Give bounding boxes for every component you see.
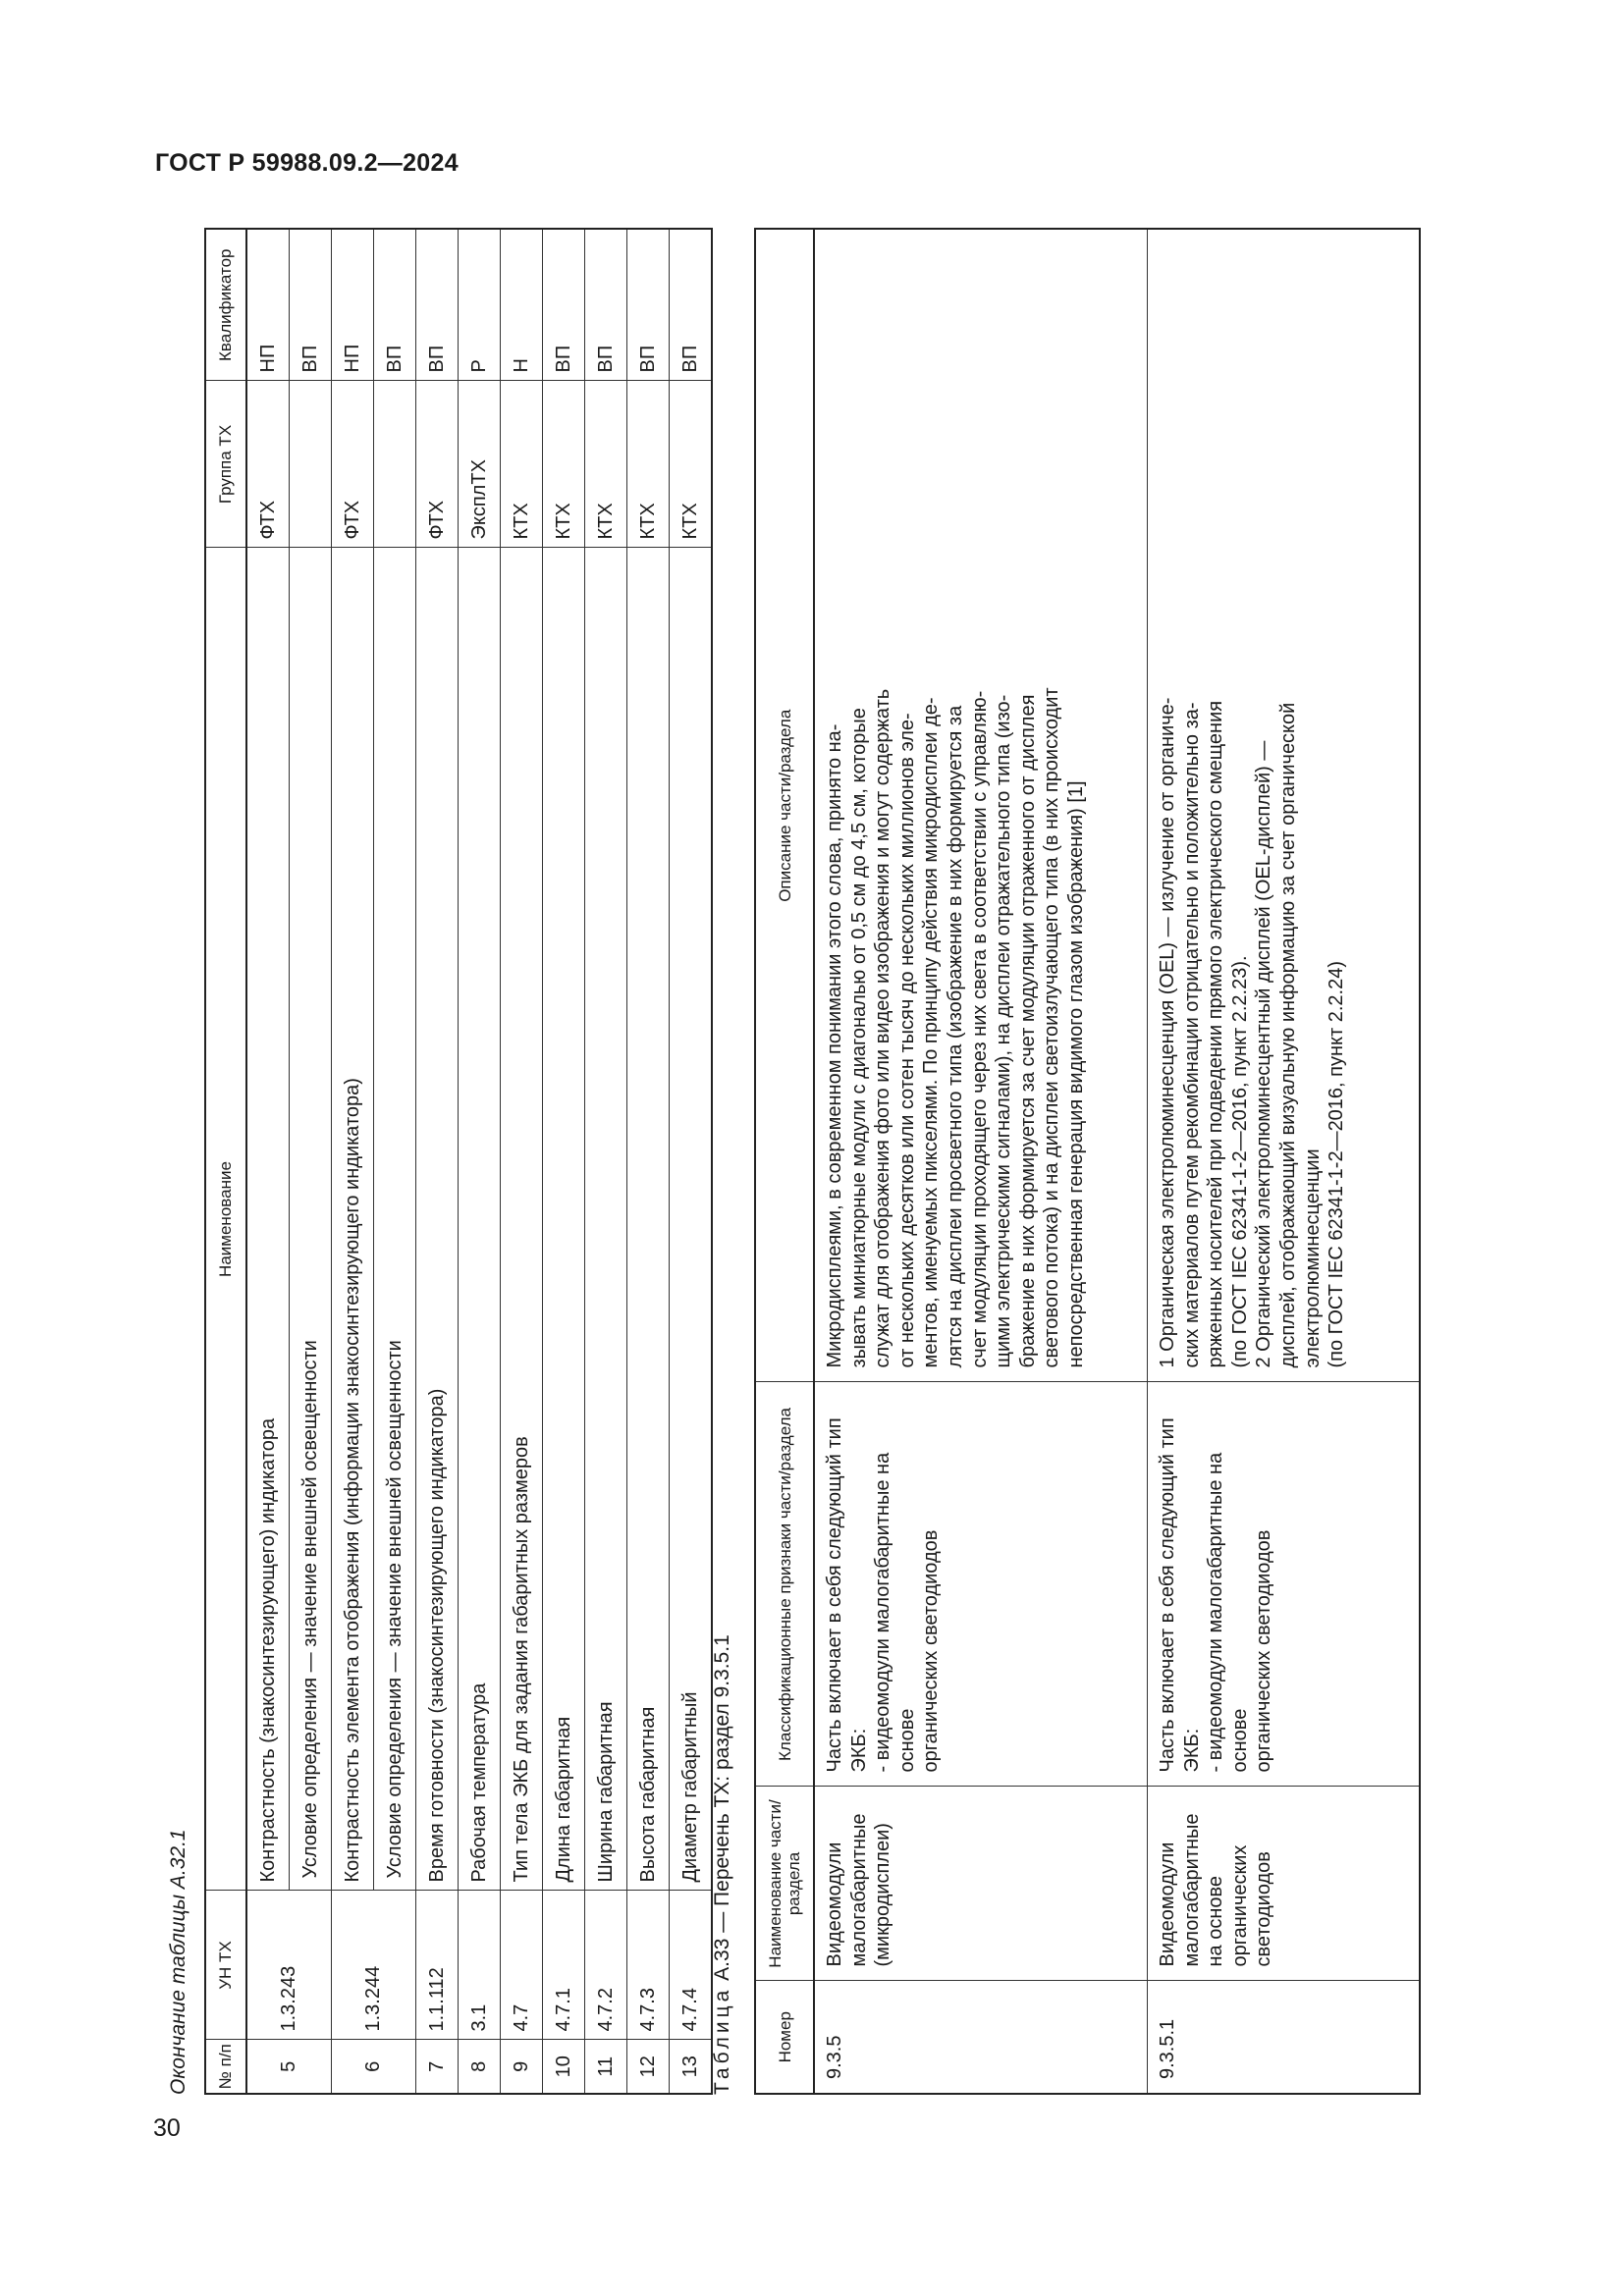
row-number: 9.3.5 [814, 1981, 1148, 2094]
table-row [585, 229, 627, 2094]
row-name: Контрастность элемента отображения (информации знакосинтезирующего индикатора) [332, 548, 374, 1891]
row-group: КТХ [585, 381, 627, 548]
text-line: Часть включает в себя следующий тип ЭКБ: [1157, 1417, 1203, 1773]
text-line: светодиодов [1253, 1851, 1275, 1967]
table-row [374, 229, 416, 2094]
row-number: 13 [670, 2040, 713, 2094]
text-line: - видеомодули малогабаритные на основе [1205, 1452, 1251, 1773]
column-header-un-tx: УН ТХ [205, 1891, 246, 2040]
row-part-name [814, 1787, 1148, 1981]
row-name: Высота габаритная [627, 548, 670, 1891]
text-line: Видеомодули [824, 1842, 845, 1967]
table-a33 [754, 228, 1421, 2095]
row-group: КТХ [670, 381, 713, 548]
table-row [290, 229, 332, 2094]
table-header-row [205, 229, 246, 2094]
text-line: Микродисплеями, в современном понимании этого слова, принято на- [824, 723, 845, 1368]
row-number: 12 [627, 2040, 670, 2094]
row-number: 7 [416, 2040, 459, 2094]
rotated-page-content [155, 230, 1459, 2095]
text-line: непосредственная генерация видимого глазом изображения) [1] [1064, 780, 1087, 1368]
text-line: ских материалов путем рекомбинации отрицательно и положительно за- [1180, 702, 1203, 1368]
column-header-part-name: Наименование части/раздела [755, 1787, 814, 1981]
column-header-classification: Классификационные признаки части/раздела [755, 1382, 814, 1787]
column-header-qualifier: Квалификатор [205, 229, 246, 381]
row-un-tx: 1.3.243 [246, 1891, 332, 2040]
document-header-title: ГОСТ Р 59988.09.2—2024 [155, 149, 459, 177]
row-group [290, 381, 332, 548]
text-line: малогабаритные [1180, 1813, 1203, 1967]
table-a33-caption-rest: А.33 — Перечень ТХ: раздел 9.3.5.1 [711, 1634, 733, 1987]
text-line: ментов, именуемых пикселями. По принципу действия микродисплеи де- [920, 697, 943, 1368]
row-name: Рабочая температура [459, 548, 501, 1891]
row-qualifier: Р [459, 229, 501, 381]
column-header-description: Описание части/раздела [755, 229, 814, 1382]
row-number: 9 [501, 2040, 543, 2094]
table-a33-caption [711, 1634, 734, 2095]
row-number: 9.3.5.1 [1148, 1981, 1421, 2094]
row-name: Условие определения — значение внешней освещенности [290, 548, 332, 1891]
text-line: зывать миниатюрные модули с диагональю от 0,5 см до 4,5 см, которые [847, 708, 870, 1368]
table-row [459, 229, 501, 2094]
row-description [814, 229, 1148, 1382]
column-header-number: № п/п [205, 2040, 246, 2094]
text-line: бражение в них формируется за счет модуляции отраженного от дисплея [1016, 694, 1039, 1368]
page-number: 30 [153, 2114, 181, 2142]
text-line: электролюминесценции [1301, 1148, 1324, 1368]
table-row [814, 229, 1148, 2094]
text-line: ряженных носителей при подведении прямого электрического смещения [1205, 700, 1227, 1368]
row-un-tx: 4.7.2 [585, 1891, 627, 2040]
row-group: ФТХ [246, 381, 290, 548]
row-name: Диаметр габаритный [670, 548, 713, 1891]
row-qualifier: НП [332, 229, 374, 381]
table-a33-caption-word: Таблица [711, 1986, 733, 2095]
text-line: 2 Органический электролюминесцентный дисплей (OEL-дисплей) — [1253, 740, 1275, 1368]
row-name: Ширина габаритная [585, 548, 627, 1891]
row-name: Контрастность (знакосинтезирующего) индикатора [246, 548, 290, 1891]
row-classification [1148, 1382, 1421, 1787]
row-qualifier: Н [501, 229, 543, 381]
table-row [670, 229, 713, 2094]
row-description [1148, 229, 1421, 1382]
row-number: 10 [543, 2040, 585, 2094]
text-line: на основе органических [1205, 1844, 1251, 1967]
row-name: Условие определения — значение внешней освещенности [374, 548, 416, 1891]
table-row [501, 229, 543, 2094]
row-qualifier: ВП [416, 229, 459, 381]
column-header-number: Номер [755, 1981, 814, 2094]
row-un-tx: 4.7.3 [627, 1891, 670, 2040]
text-line: (по ГОСТ IEC 62341-1-2—2016, пункт 2.2.24) [1326, 960, 1348, 1368]
row-qualifier: ВП [543, 229, 585, 381]
row-group: КТХ [501, 381, 543, 548]
row-un-tx: 1.1.112 [416, 1891, 459, 2040]
row-number: 8 [459, 2040, 501, 2094]
text-line: светового потока) и на дисплеи светоизлучающего типа (в них происходит [1041, 687, 1063, 1368]
table-a32-1 [204, 228, 713, 2095]
table-header-row [755, 229, 814, 2094]
row-group: ЭксплТХ [459, 381, 501, 548]
row-un-tx: 4.7.4 [670, 1891, 713, 2040]
column-header-name: Наименование [205, 548, 246, 1891]
row-qualifier: ВП [627, 229, 670, 381]
row-group: КТХ [627, 381, 670, 548]
text-line: от нескольких десятков или сотен тысяч до нескольких миллионов эле- [895, 713, 918, 1368]
row-number: 11 [585, 2040, 627, 2094]
text-line: малогабаритные [847, 1813, 870, 1967]
table-row [627, 229, 670, 2094]
row-un-tx: 1.3.244 [332, 1891, 416, 2040]
table-a32-1-caption: Окончание таблицы А.32.1 [167, 1829, 189, 2095]
text-line: Часть включает в себя следующий тип ЭКБ: [824, 1417, 870, 1773]
table-row [246, 229, 290, 2094]
row-group: КТХ [543, 381, 585, 548]
text-line: щими электрическими сигналами), на дисплеи отражательного типа (изо- [993, 694, 1015, 1368]
table-row [1148, 229, 1421, 2094]
row-un-tx: 4.7 [501, 1891, 543, 2040]
row-name: Тип тела ЭКБ для задания габаритных размеров [501, 548, 543, 1891]
row-classification [814, 1382, 1148, 1787]
row-number: 6 [332, 2040, 416, 2094]
text-line: дисплей, отображающий визуальную информацию за счет органической [1276, 702, 1299, 1368]
row-qualifier: ВП [585, 229, 627, 381]
row-qualifier: ВП [670, 229, 713, 381]
column-header-group: Группа ТХ [205, 381, 246, 548]
row-part-name [1148, 1787, 1421, 1981]
table-row [416, 229, 459, 2094]
text-line: органических светодиодов [920, 1529, 943, 1773]
row-group [374, 381, 416, 548]
table-row [543, 229, 585, 2094]
text-line: лятся на дисплеи просветного типа (изображение в них формируется за [944, 705, 966, 1368]
row-qualifier: НП [246, 229, 290, 381]
text-line: счет модуляции проходящего через них света в соответствии с управляю- [968, 690, 991, 1368]
row-name: Время готовности (знакосинтезирующего индикатора) [416, 548, 459, 1891]
text-line: (по ГОСТ IEC 62341-1-2—2016, пункт 2.2.23). [1228, 955, 1251, 1368]
row-qualifier: ВП [374, 229, 416, 381]
text-line: 1 Органическая электролюминесценция (OEL) — излучение от органиче- [1157, 697, 1178, 1368]
row-un-tx: 3.1 [459, 1891, 501, 2040]
row-un-tx: 4.7.1 [543, 1891, 585, 2040]
row-qualifier: ВП [290, 229, 332, 381]
text-line: служат для отображения фото или видео изображения и могут содержать [872, 688, 894, 1368]
row-number: 5 [246, 2040, 332, 2094]
text-line: органических светодиодов [1253, 1529, 1275, 1773]
row-group: ФТХ [332, 381, 374, 548]
text-line: Видеомодули [1157, 1842, 1178, 1967]
table-row [332, 229, 374, 2094]
row-group: ФТХ [416, 381, 459, 548]
row-name: Длина габаритная [543, 548, 585, 1891]
text-line: (микродисплеи) [872, 1823, 894, 1967]
text-line: - видеомодули малогабаритные на основе [872, 1452, 918, 1773]
